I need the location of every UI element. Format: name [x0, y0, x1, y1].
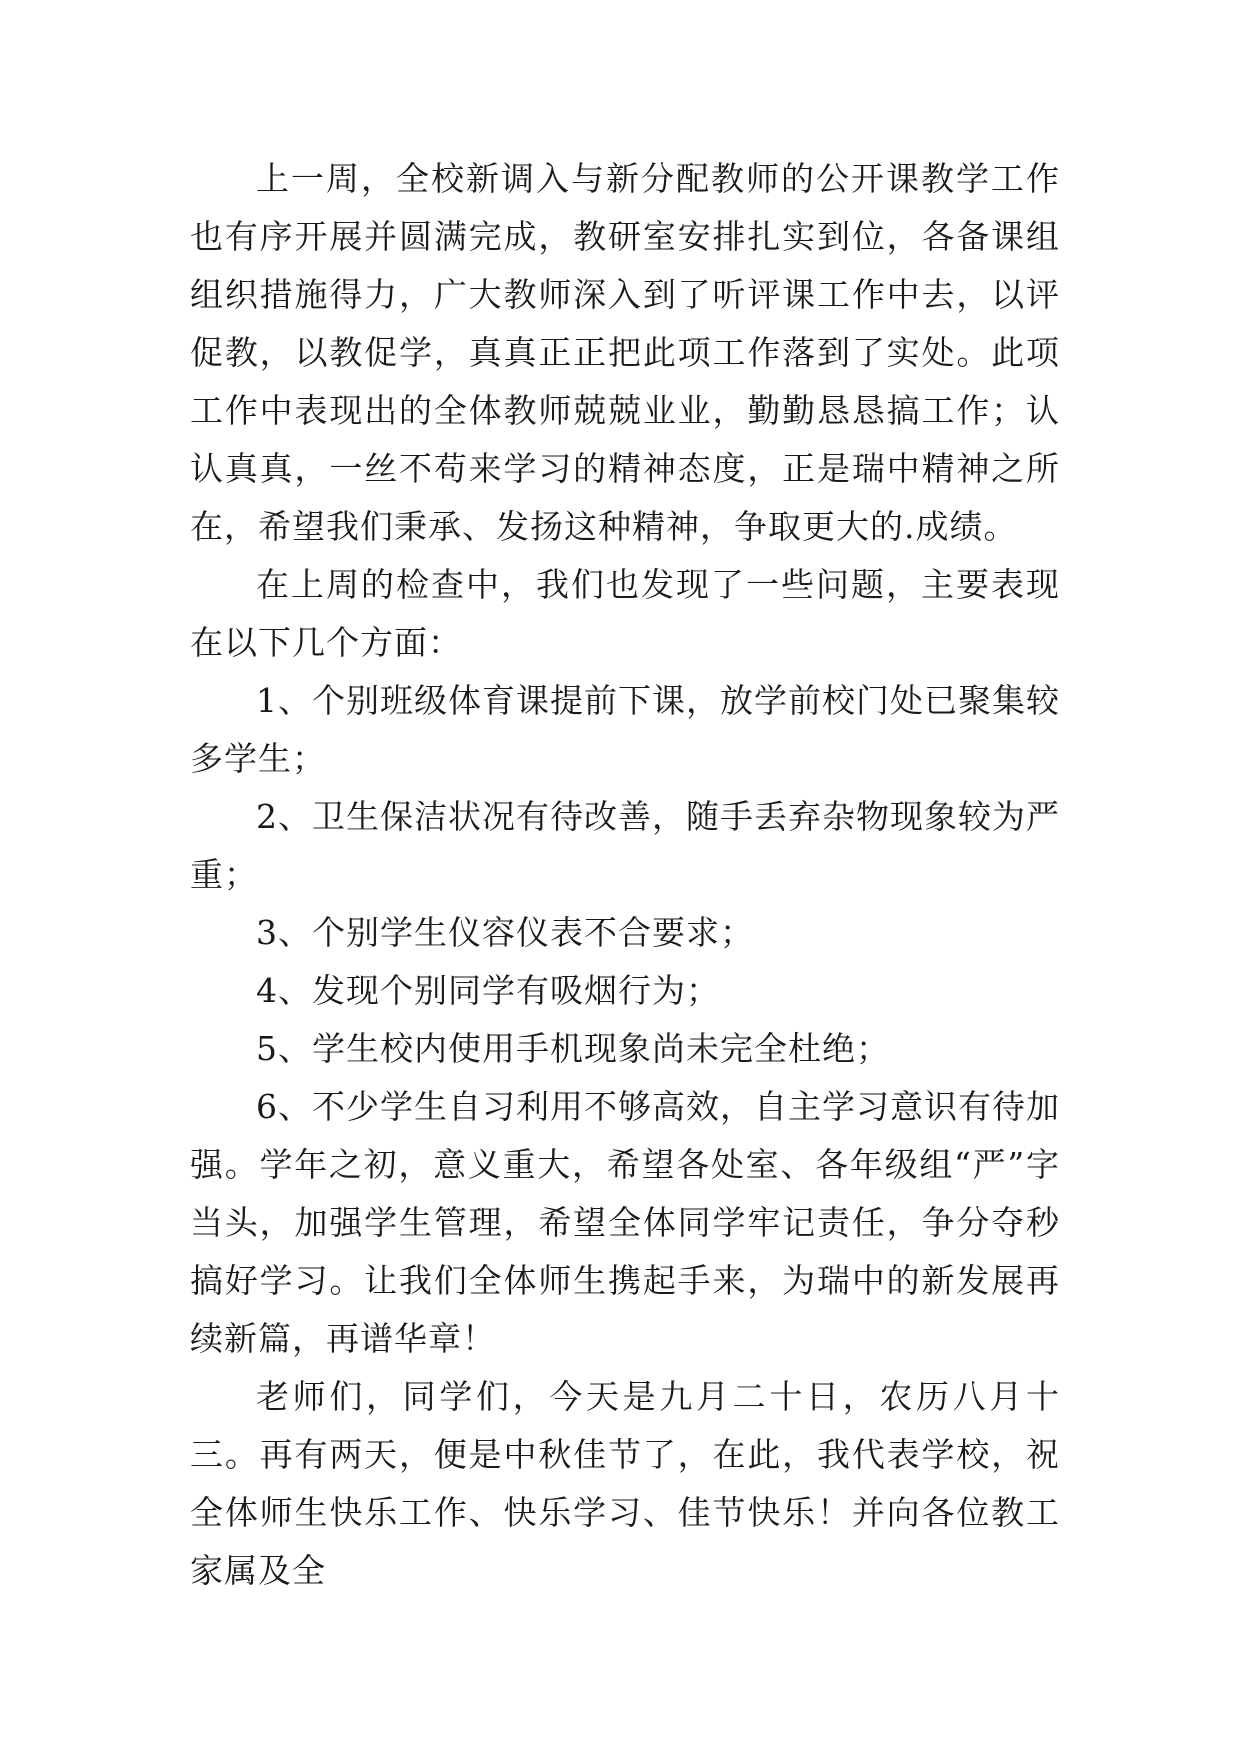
- list-item-problem-6: 6、不少学生自习利用不够高效，自主学习意识有待加强。学年之初，意义重大，希望各处室、各年级组“严”字当头，加强学生管理，希望全体同学牢记责任，争分夺秒搞好学习。让我们全体师生携起手来，为瑞中的新发展再续新篇，再谱华章！: [190, 1087, 1060, 1358]
- list-item-problem-5: 5、学生校内使用手机现象尚未完全杜绝；: [256, 1029, 890, 1068]
- paragraph-problems-intro: 在上周的检查中，我们也发现了一些问题，主要表现在以下几个方面：: [190, 565, 1060, 662]
- list-item-problem-1: 1、个别班级体育课提前下课，放学前校门处已聚集较多学生；: [190, 681, 1060, 778]
- paragraph-festival-greeting: 老师们，同学们，今天是九月二十日，农历八月十三。再有两天，便是中秋佳节了，在此，我代表学校，祝全体师生快乐工作、快乐学习、佳节快乐！并向各位教工家属及全: [190, 1377, 1060, 1590]
- paragraph-teaching-summary: 上一周，全校新调入与新分配教师的公开课教学工作也有序开展并圆满完成，教研室安排扎实到位，各备课组组织措施得力，广大教师深入到了听评课工作中去，以评促教，以教促学，真真正正把此项工作落到了实处。此项工作中表现出的全体教师兢兢业业，勤勤恳恳搞工作；认认真真，一丝不苟来学习的精神态度，正是瑞中精神之所在，希望我们秉承、发扬这种精神，争取更大的.成绩。: [190, 159, 1060, 546]
- document-body: [190, 150, 1060, 1600]
- list-item-problem-2: 2、卫生保洁状况有待改善，随手丢弃杂物现象较为严重；: [190, 797, 1060, 894]
- list-item-problem-3: 3、个别学生仪容仪表不合要求；: [256, 913, 754, 952]
- list-item-problem-4: 4、发现个别同学有吸烟行为；: [256, 971, 720, 1010]
